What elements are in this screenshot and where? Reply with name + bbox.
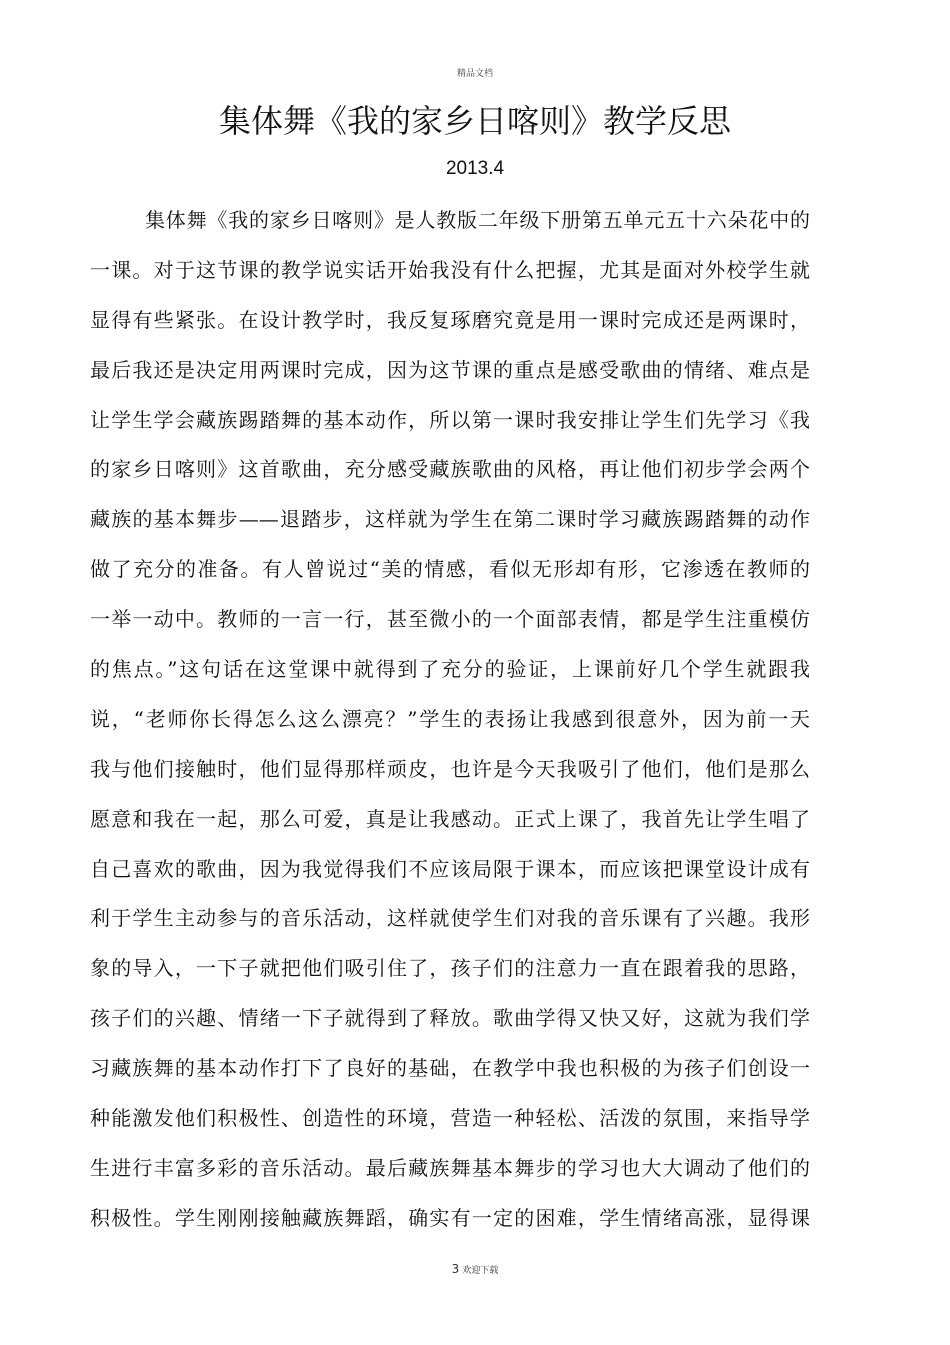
- body-line: 利于学生主动参与的音乐活动，这样就使学生们对我的音乐课有了兴趣。我形: [90, 906, 810, 931]
- page-footer: [0, 1258, 950, 1277]
- body-line: 积极性。学生刚刚接触藏族舞蹈，确实有一定的困难，学生情绪高涨，显得课: [90, 1205, 810, 1230]
- body-line: 做了充分的准备。有人曾说过“美的情感，看似无形却有形，它渗透在教师的: [90, 557, 810, 582]
- body-line: 一课。对于这节课的教学说实话开始我没有什么把握，尤其是面对外校学生就: [90, 257, 810, 282]
- body-line: 孩子们的兴趣、情绪一下子就得到了释放。歌曲学得又快又好，这就为我们学: [90, 1006, 810, 1031]
- body-line: 愿意和我在一起，那么可爱，真是让我感动。正式上课了，我首先让学生唱了: [90, 806, 810, 831]
- body-line: 自己喜欢的歌曲，因为我觉得我们不应该局限于课本，而应该把课堂设计成有: [90, 856, 810, 881]
- footer-text: 欢迎下载: [462, 1266, 499, 1276]
- body-line: 藏族的基本舞步——退踏步，这样就为学生在第二课时学习藏族踢踏舞的动作: [90, 507, 810, 532]
- body-line: 说，“老师你长得怎么这么漂亮？”学生的表扬让我感到很意外，因为前一天: [90, 706, 810, 731]
- body-line: 一举一动中。教师的一言一行，甚至微小的一个面部表情，都是学生注重模仿: [90, 607, 810, 632]
- body-line: 最后我还是决定用两课时完成，因为这节课的重点是感受歌曲的情绪、难点是: [90, 357, 810, 382]
- body-line: 我与他们接触时，他们显得那样顽皮，也许是今天我吸引了他们，他们是那么: [90, 756, 810, 781]
- page-number: 3: [451, 1262, 460, 1276]
- body-line: 生进行丰富多彩的音乐活动。最后藏族舞基本舞步的学习也大大调动了他们的: [90, 1155, 810, 1180]
- document-title: 集体舞《我的家乡日喀则》教学反思: [218, 102, 731, 140]
- body-line: 象的导入，一下子就把他们吸引住了，孩子们的注意力一直在跟着我的思路，: [90, 956, 810, 981]
- body-line: 的焦点。”这句话在这堂课中就得到了充分的验证，上课前好几个学生就跟我: [90, 657, 810, 682]
- body-line: 种能激发他们积极性、创造性的环境，营造一种轻松、活泼的氛围，来指导学: [90, 1106, 810, 1131]
- body-line: 让学生学会藏族踢踏舞的基本动作，所以第一课时我安排让学生们先学习《我: [90, 407, 810, 432]
- body-line: 的家乡日喀则》这首歌曲，充分感受藏族歌曲的风格，再让他们初步学会两个: [90, 457, 810, 482]
- header-watermark: 精品文档: [456, 69, 493, 79]
- body-line: 习藏族舞的基本动作打下了良好的基础，在教学中我也积极的为孩子们创设一: [90, 1056, 810, 1081]
- body-line: 集体舞《我的家乡日喀则》是人教版二年级下册第五单元五十六朵花中的: [145, 208, 810, 232]
- document-date: 2013.4: [445, 158, 505, 179]
- body-text: [90, 196, 810, 1244]
- body-line: 显得有些紧张。在设计教学时，我反复琢磨究竟是用一课时完成还是两课时，: [90, 307, 810, 332]
